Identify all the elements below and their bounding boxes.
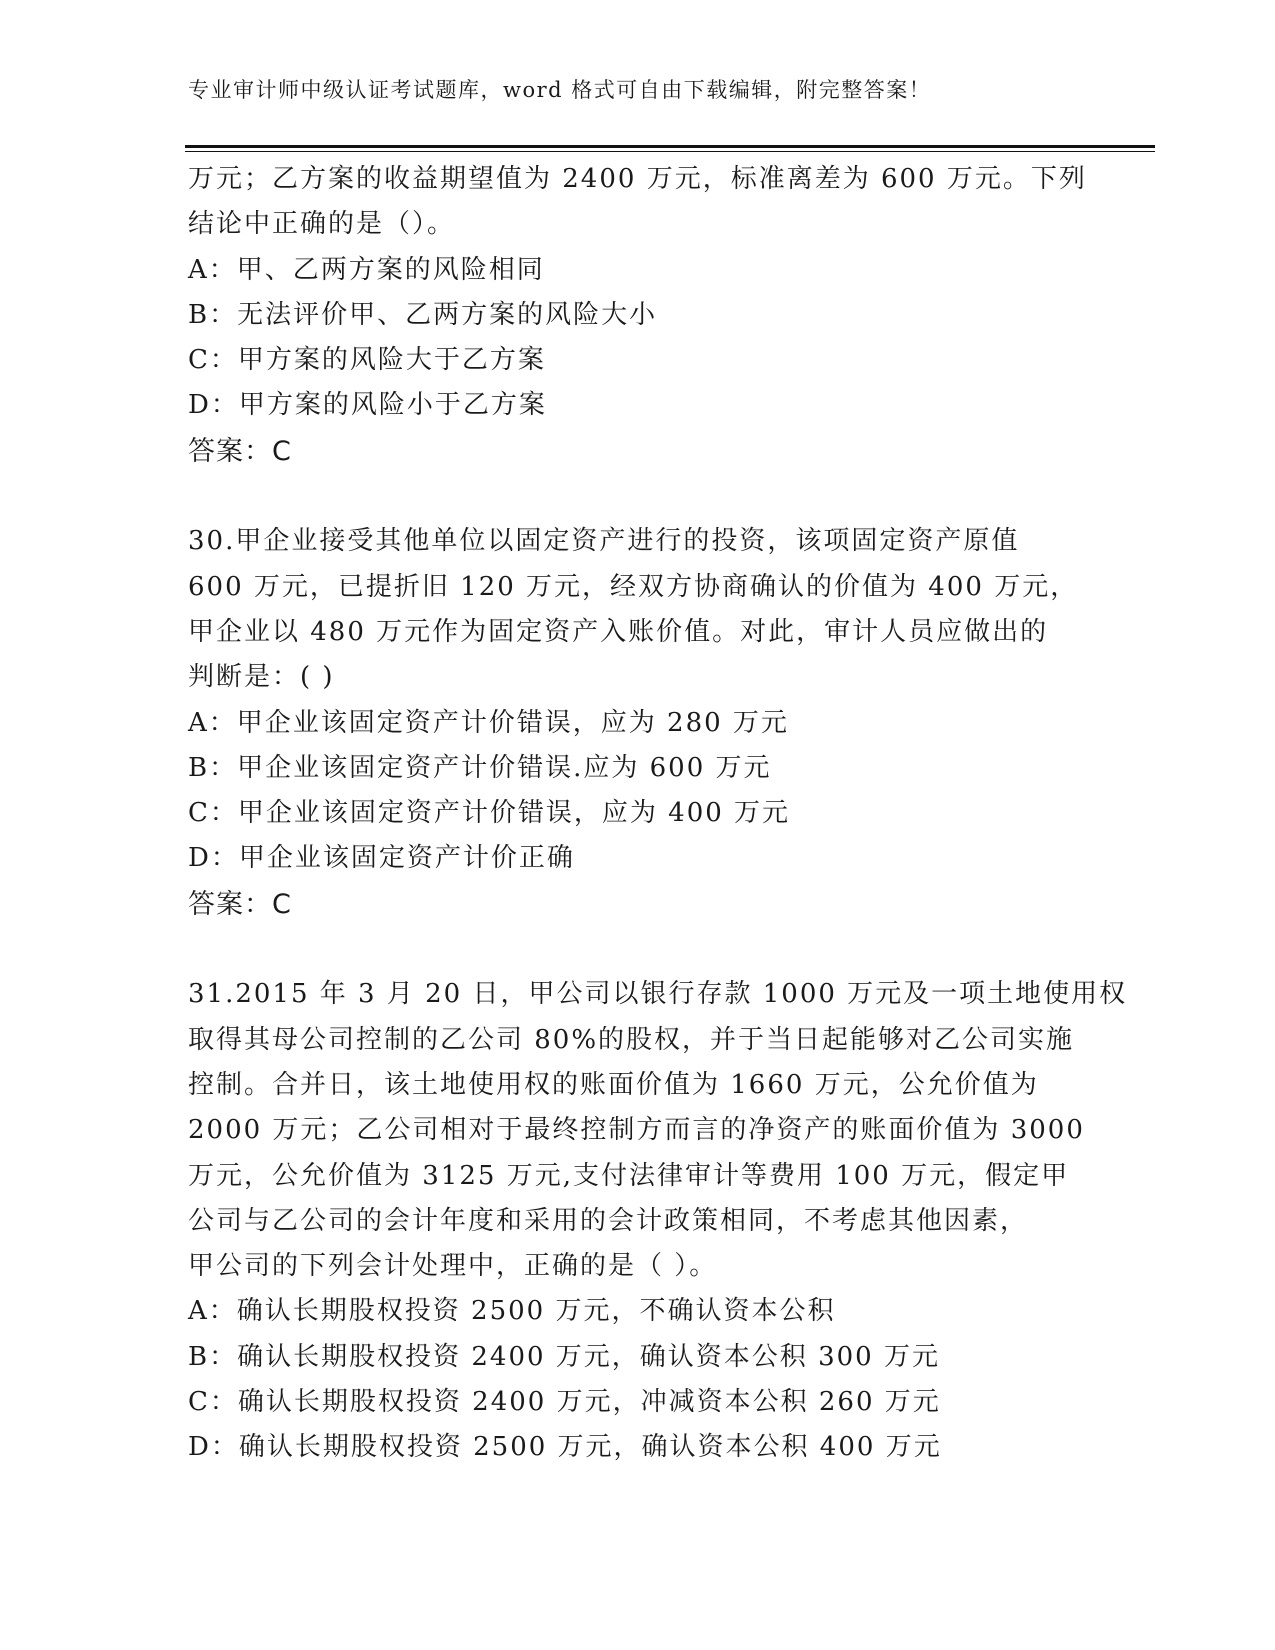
question-stem-line: 判断是：( ) <box>188 662 335 693</box>
header-rule-thick <box>185 145 1155 148</box>
question-stem-line: 31.2015 年 3 月 20 日，甲公司以银行存款 1000 万元及一项土地使用权 <box>188 979 1128 1010</box>
question-stem-line: 控制。合并日，该土地使用权的账面价值为 1660 万元，公允价值为 <box>188 1069 1039 1100</box>
option-c: C：甲企业该固定资产计价错误，应为 400 万元 <box>188 798 791 829</box>
option-a: A：甲、乙两方案的风险相同 <box>188 254 545 285</box>
question-stem-line: 取得其母公司控制的乙公司 80%的股权，并于当日起能够对乙公司实施 <box>188 1024 1075 1055</box>
option-d: D：甲企业该固定资产计价正确 <box>188 843 575 874</box>
option-c: C：确认长期股权投资 2400 万元，冲减资本公积 260 万元 <box>188 1387 941 1418</box>
option-d: D：确认长期股权投资 2500 万元，确认资本公积 400 万元 <box>188 1432 942 1463</box>
answer-line: 答案：C <box>188 435 292 467</box>
option-b: B：无法评价甲、乙两方案的风险大小 <box>188 299 658 330</box>
question-stem-line: 万元，公允价值为 3125 万元,支付法律审计等费用 100 万元，假定甲 <box>188 1160 1070 1191</box>
option-b: B：甲企业该固定资产计价错误.应为 600 万元 <box>188 752 772 783</box>
option-c: C：甲方案的风险大于乙方案 <box>188 345 546 376</box>
question-stem-line: 30.甲企业接受其他单位以固定资产进行的投资，该项固定资产原值 <box>188 526 1020 557</box>
answer-line: 答案：C <box>188 888 292 920</box>
page-header: 专业审计师中级认证考试题库，word 格式可自由下载编辑，附完整答案！ <box>188 78 932 102</box>
question-stem-line: 甲企业以 480 万元作为固定资产入账价值。对此，审计人员应做出的 <box>188 616 1049 647</box>
question-stem-line: 万元；乙方案的收益期望值为 2400 万元，标准离差为 600 万元。下列 <box>188 164 1087 194</box>
question-29 <box>188 157 1088 474</box>
header-rule-thin <box>185 151 1155 152</box>
option-a: A：确认长期股权投资 2500 万元，不确认资本公积 <box>188 1296 836 1327</box>
spacer <box>188 927 1088 972</box>
question-content <box>188 157 1128 1471</box>
question-31 <box>188 972 1128 1470</box>
question-stem-line: 600 万元，已提折旧 120 万元，经双方协商确认的价值为 400 万元， <box>188 571 1079 602</box>
option-d: D：甲方案的风险小于乙方案 <box>188 390 547 421</box>
question-stem-line: 2000 万元；乙公司相对于最终控制方而言的净资产的账面价值为 3000 <box>188 1115 1085 1146</box>
question-stem-line: 甲公司的下列会计处理中，正确的是（ ）。 <box>188 1251 718 1282</box>
option-b: B：确认长期股权投资 2400 万元，确认资本公积 300 万元 <box>188 1341 940 1372</box>
option-a: A：甲企业该固定资产计价错误，应为 280 万元 <box>188 707 789 738</box>
question-stem-line: 公司与乙公司的会计年度和采用的会计政策相同，不考虑其他因素， <box>188 1205 1029 1236</box>
question-30 <box>188 519 1088 927</box>
spacer <box>188 474 1088 519</box>
question-stem-line: 结论中正确的是（）。 <box>188 209 456 240</box>
